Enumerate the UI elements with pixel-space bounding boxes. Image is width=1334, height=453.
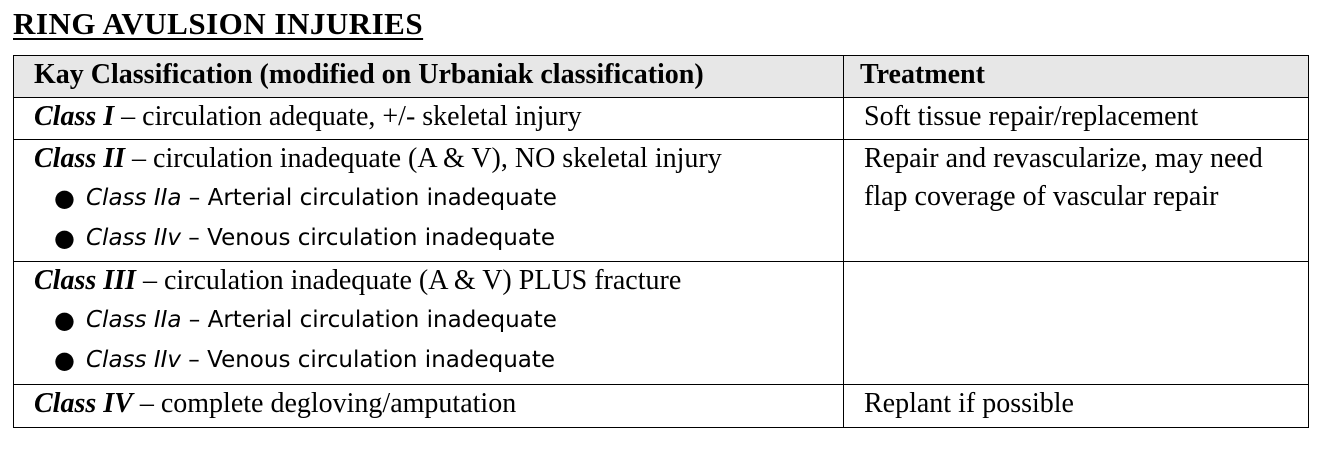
classification-cell bbox=[14, 385, 844, 428]
table-row bbox=[14, 98, 1309, 140]
bullet-icon: ● bbox=[54, 346, 75, 374]
header-classification: Kay Classification (modified on Urbaniak classification) bbox=[14, 56, 844, 98]
subclass-text: – Venous circulation inadequate bbox=[181, 225, 556, 251]
class-description: – circulation adequate, +/- skeletal injury bbox=[114, 101, 582, 132]
treatment-cell: Soft tissue repair/replacement bbox=[844, 98, 1309, 140]
list-item bbox=[34, 340, 833, 380]
class-label: Class I bbox=[34, 101, 115, 132]
treatment-cell bbox=[844, 262, 1309, 385]
subclass-list bbox=[34, 178, 833, 258]
list-item bbox=[34, 218, 833, 258]
table-header-row bbox=[14, 56, 1309, 98]
subclass-list bbox=[34, 300, 833, 380]
subclass-text: – Arterial circulation inadequate bbox=[181, 185, 557, 211]
class-label: Class IV bbox=[34, 388, 133, 419]
class-label: Class II bbox=[34, 143, 126, 174]
class-description: – circulation inadequate (A & V), NO skeletal injury bbox=[125, 143, 722, 174]
treatment-cell: Replant if possible bbox=[844, 385, 1309, 428]
table-row bbox=[14, 385, 1309, 428]
header-treatment: Treatment bbox=[844, 56, 1309, 98]
subclass-text: – Venous circulation inadequate bbox=[181, 347, 556, 373]
table-row bbox=[14, 140, 1309, 262]
class-description: – complete degloving/amputation bbox=[132, 388, 517, 419]
bullet-icon: ● bbox=[54, 224, 75, 252]
document-title: RING AVULSION INJURIES bbox=[13, 6, 424, 41]
subclass-text: – Arterial circulation inadequate bbox=[181, 307, 557, 333]
bullet-icon: ● bbox=[54, 306, 75, 334]
bullet-icon: ● bbox=[54, 184, 75, 212]
classification-cell bbox=[14, 98, 844, 140]
classification-cell bbox=[14, 262, 844, 385]
table-row bbox=[14, 262, 1309, 385]
subclass-label: Class IIv bbox=[86, 347, 181, 373]
treatment-cell: Repair and revascularize, may need flap coverage of vascular repair bbox=[844, 140, 1309, 262]
class-label: Class III bbox=[34, 265, 136, 296]
classification-cell bbox=[14, 140, 844, 262]
subclass-label: Class IIa bbox=[86, 307, 182, 333]
subclass-label: Class IIa bbox=[86, 185, 182, 211]
list-item bbox=[34, 178, 833, 218]
list-item bbox=[34, 300, 833, 340]
subclass-label: Class IIv bbox=[86, 225, 181, 251]
class-description: – circulation inadequate (A & V) PLUS fracture bbox=[135, 265, 682, 296]
kay-classification-table bbox=[13, 55, 1309, 428]
